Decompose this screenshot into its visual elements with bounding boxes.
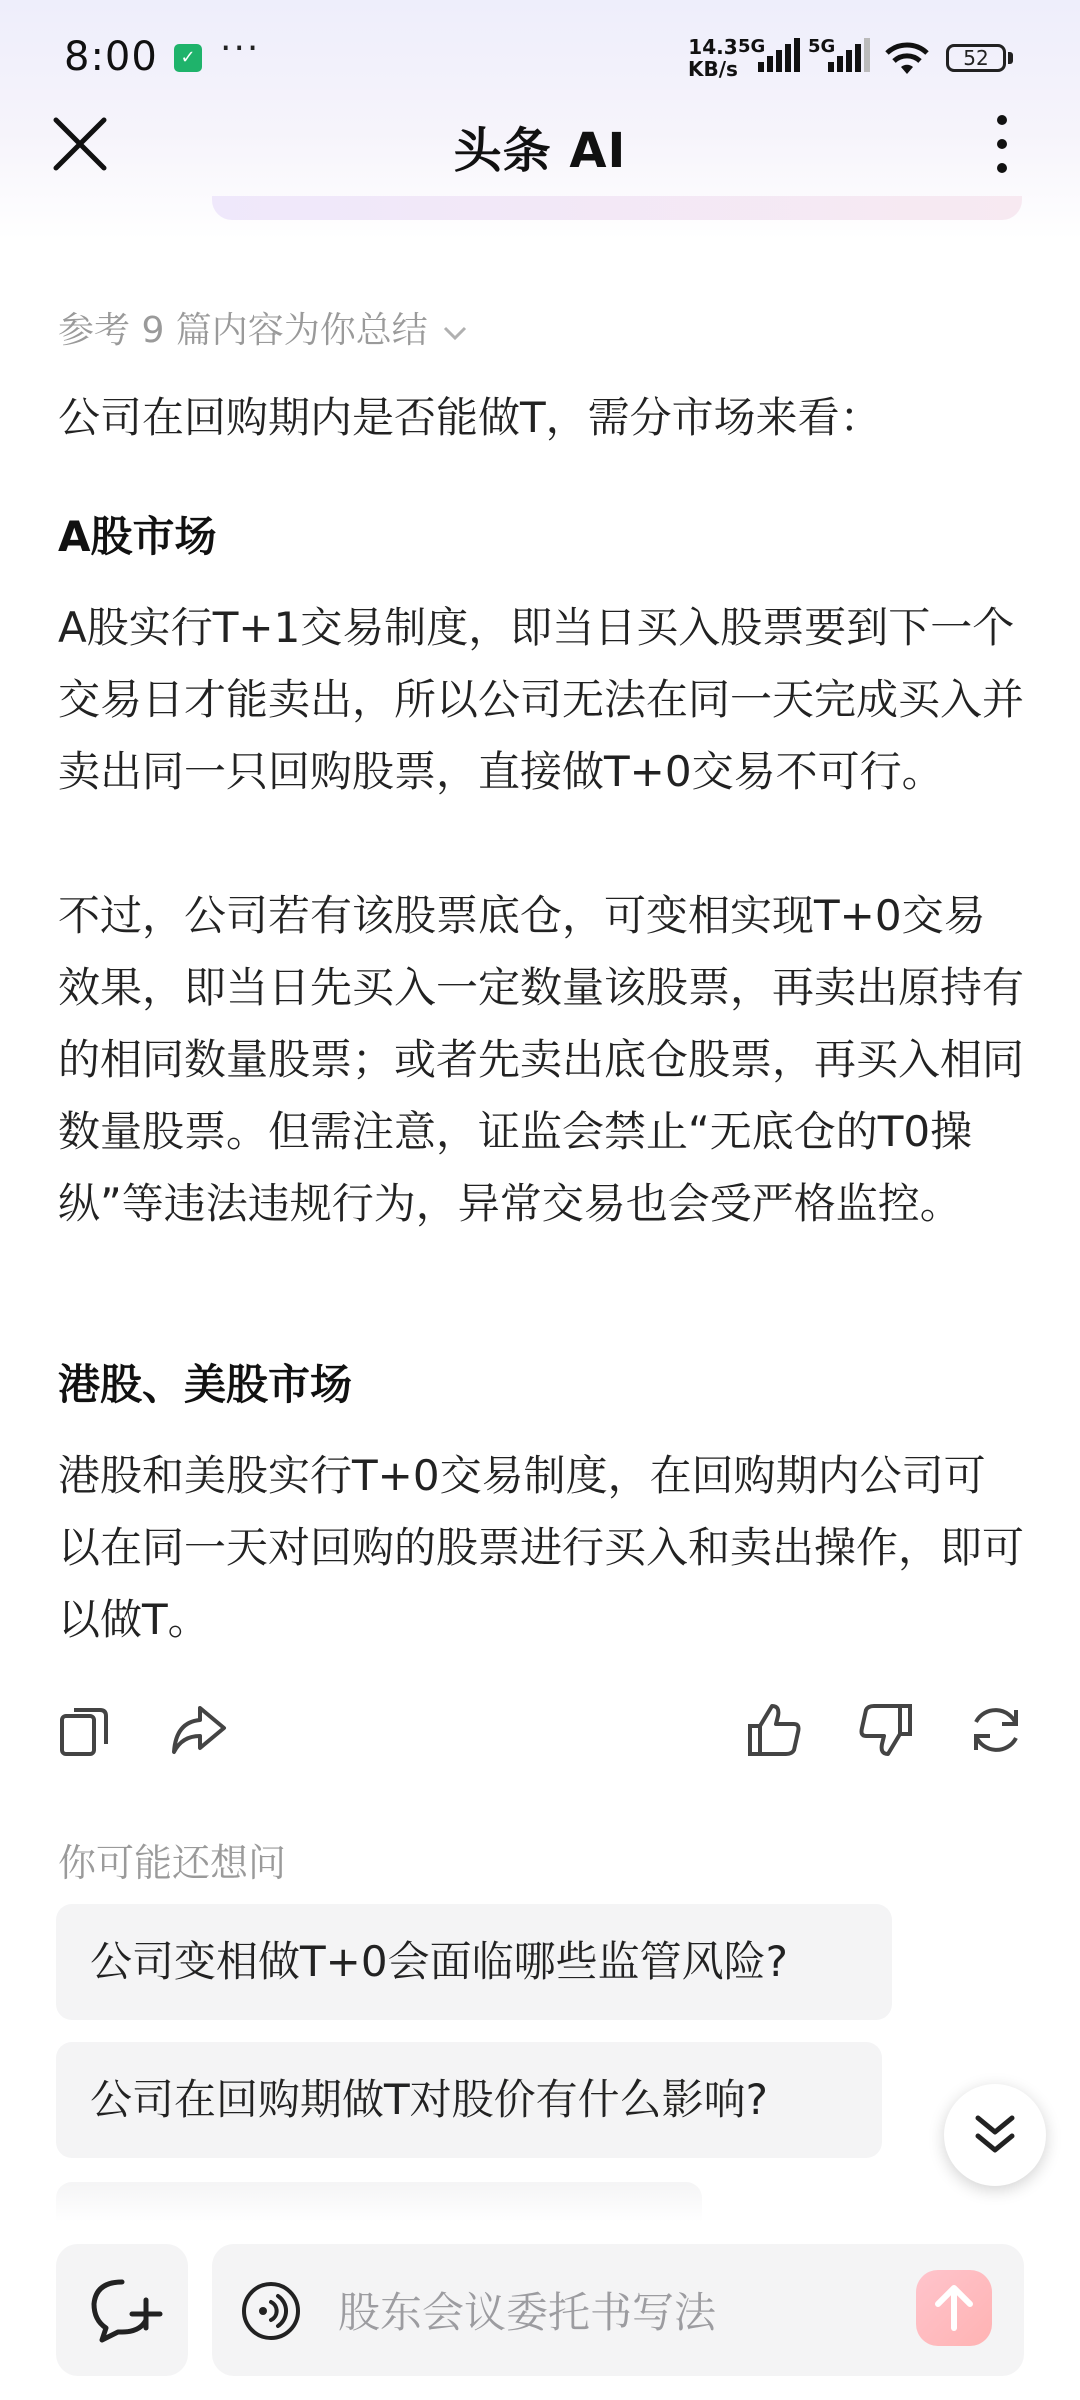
answer-intro: 公司在回购期内是否能做T，需分市场来看： (58, 393, 882, 442)
status-time: 8:00 (64, 34, 158, 80)
send-button[interactable] (916, 2270, 992, 2346)
wifi-icon (882, 40, 932, 76)
more-notifications-icon: ··· (220, 28, 261, 69)
suggestion-chip-1[interactable]: 公司变相做T+0会面临哪些监管风险? (56, 1904, 892, 2020)
share-icon[interactable] (168, 1700, 228, 1760)
section-a-paragraph-2: 不过，公司若有该股票底仓，可变相实现T+0交易效果，即当日先买入一定数量该股票，再卖出原持有的相同数量股票；或者先卖出底仓股票，再买入相同数量股票。但需注意，证监会禁止“无底仓的T0操纵”等违法违规行为，异常交易也会受严格监控。 (58, 891, 1025, 1228)
arrow-up-icon (916, 2270, 992, 2346)
network-speed: 14.3 KB/s (688, 35, 738, 81)
chat-input-placeholder: 股东会议委托书写法 (338, 2288, 717, 2337)
previous-message-edge (212, 196, 1022, 220)
chevron-down-icon (442, 324, 468, 342)
regenerate-icon[interactable] (966, 1700, 1026, 1760)
thumbs-down-icon[interactable] (856, 1700, 916, 1760)
suggestions-title: 你可能还想问 (58, 1841, 287, 1885)
more-options-icon[interactable] (982, 112, 1022, 176)
section-a-paragraph-1: A股实行T+1交易制度，即当日买入股票要到下一个交易日才能卖出，所以公司无法在同一天完成买入并卖出同一只回购股票，直接做T+0交易不可行。 (58, 603, 1025, 796)
scroll-to-bottom-button[interactable] (944, 2084, 1046, 2186)
new-chat-button[interactable] (56, 2244, 188, 2376)
content-fade-mask (0, 2180, 1080, 2222)
thumbs-up-icon[interactable] (744, 1700, 804, 1760)
app-notification-icon: ✓ (174, 44, 202, 72)
voice-input-icon[interactable] (240, 2280, 302, 2342)
section-title-a-share: A股市场 (58, 512, 217, 561)
copy-icon[interactable] (56, 1700, 116, 1760)
section-title-hk-us: 港股、美股市场 (58, 1360, 353, 1409)
new-chat-icon (56, 2244, 188, 2376)
battery-tip (1008, 52, 1013, 64)
double-chevron-down-icon (944, 2084, 1046, 2186)
sim1-label: 5G (738, 36, 766, 57)
battery-indicator: 52 (946, 44, 1006, 72)
signal-icon-2 (826, 38, 870, 74)
reference-summary-toggle[interactable] (58, 302, 468, 353)
reference-summary-label: 参考 9 篇内容为你总结 (58, 310, 428, 351)
suggestion-chip-2[interactable]: 公司在回购期做T对股价有什么影响? (56, 2042, 882, 2158)
section-hk-us-paragraph: 港股和美股实行T+0交易制度，在回购期内公司可以在同一天对回购的股票进行买入和卖出操作，即可以做T。 (58, 1451, 1025, 1644)
sim2-label: 5G (808, 36, 836, 57)
signal-icon (756, 38, 800, 74)
status-bar (0, 0, 1080, 120)
page-title: 头条 AI (453, 123, 627, 179)
